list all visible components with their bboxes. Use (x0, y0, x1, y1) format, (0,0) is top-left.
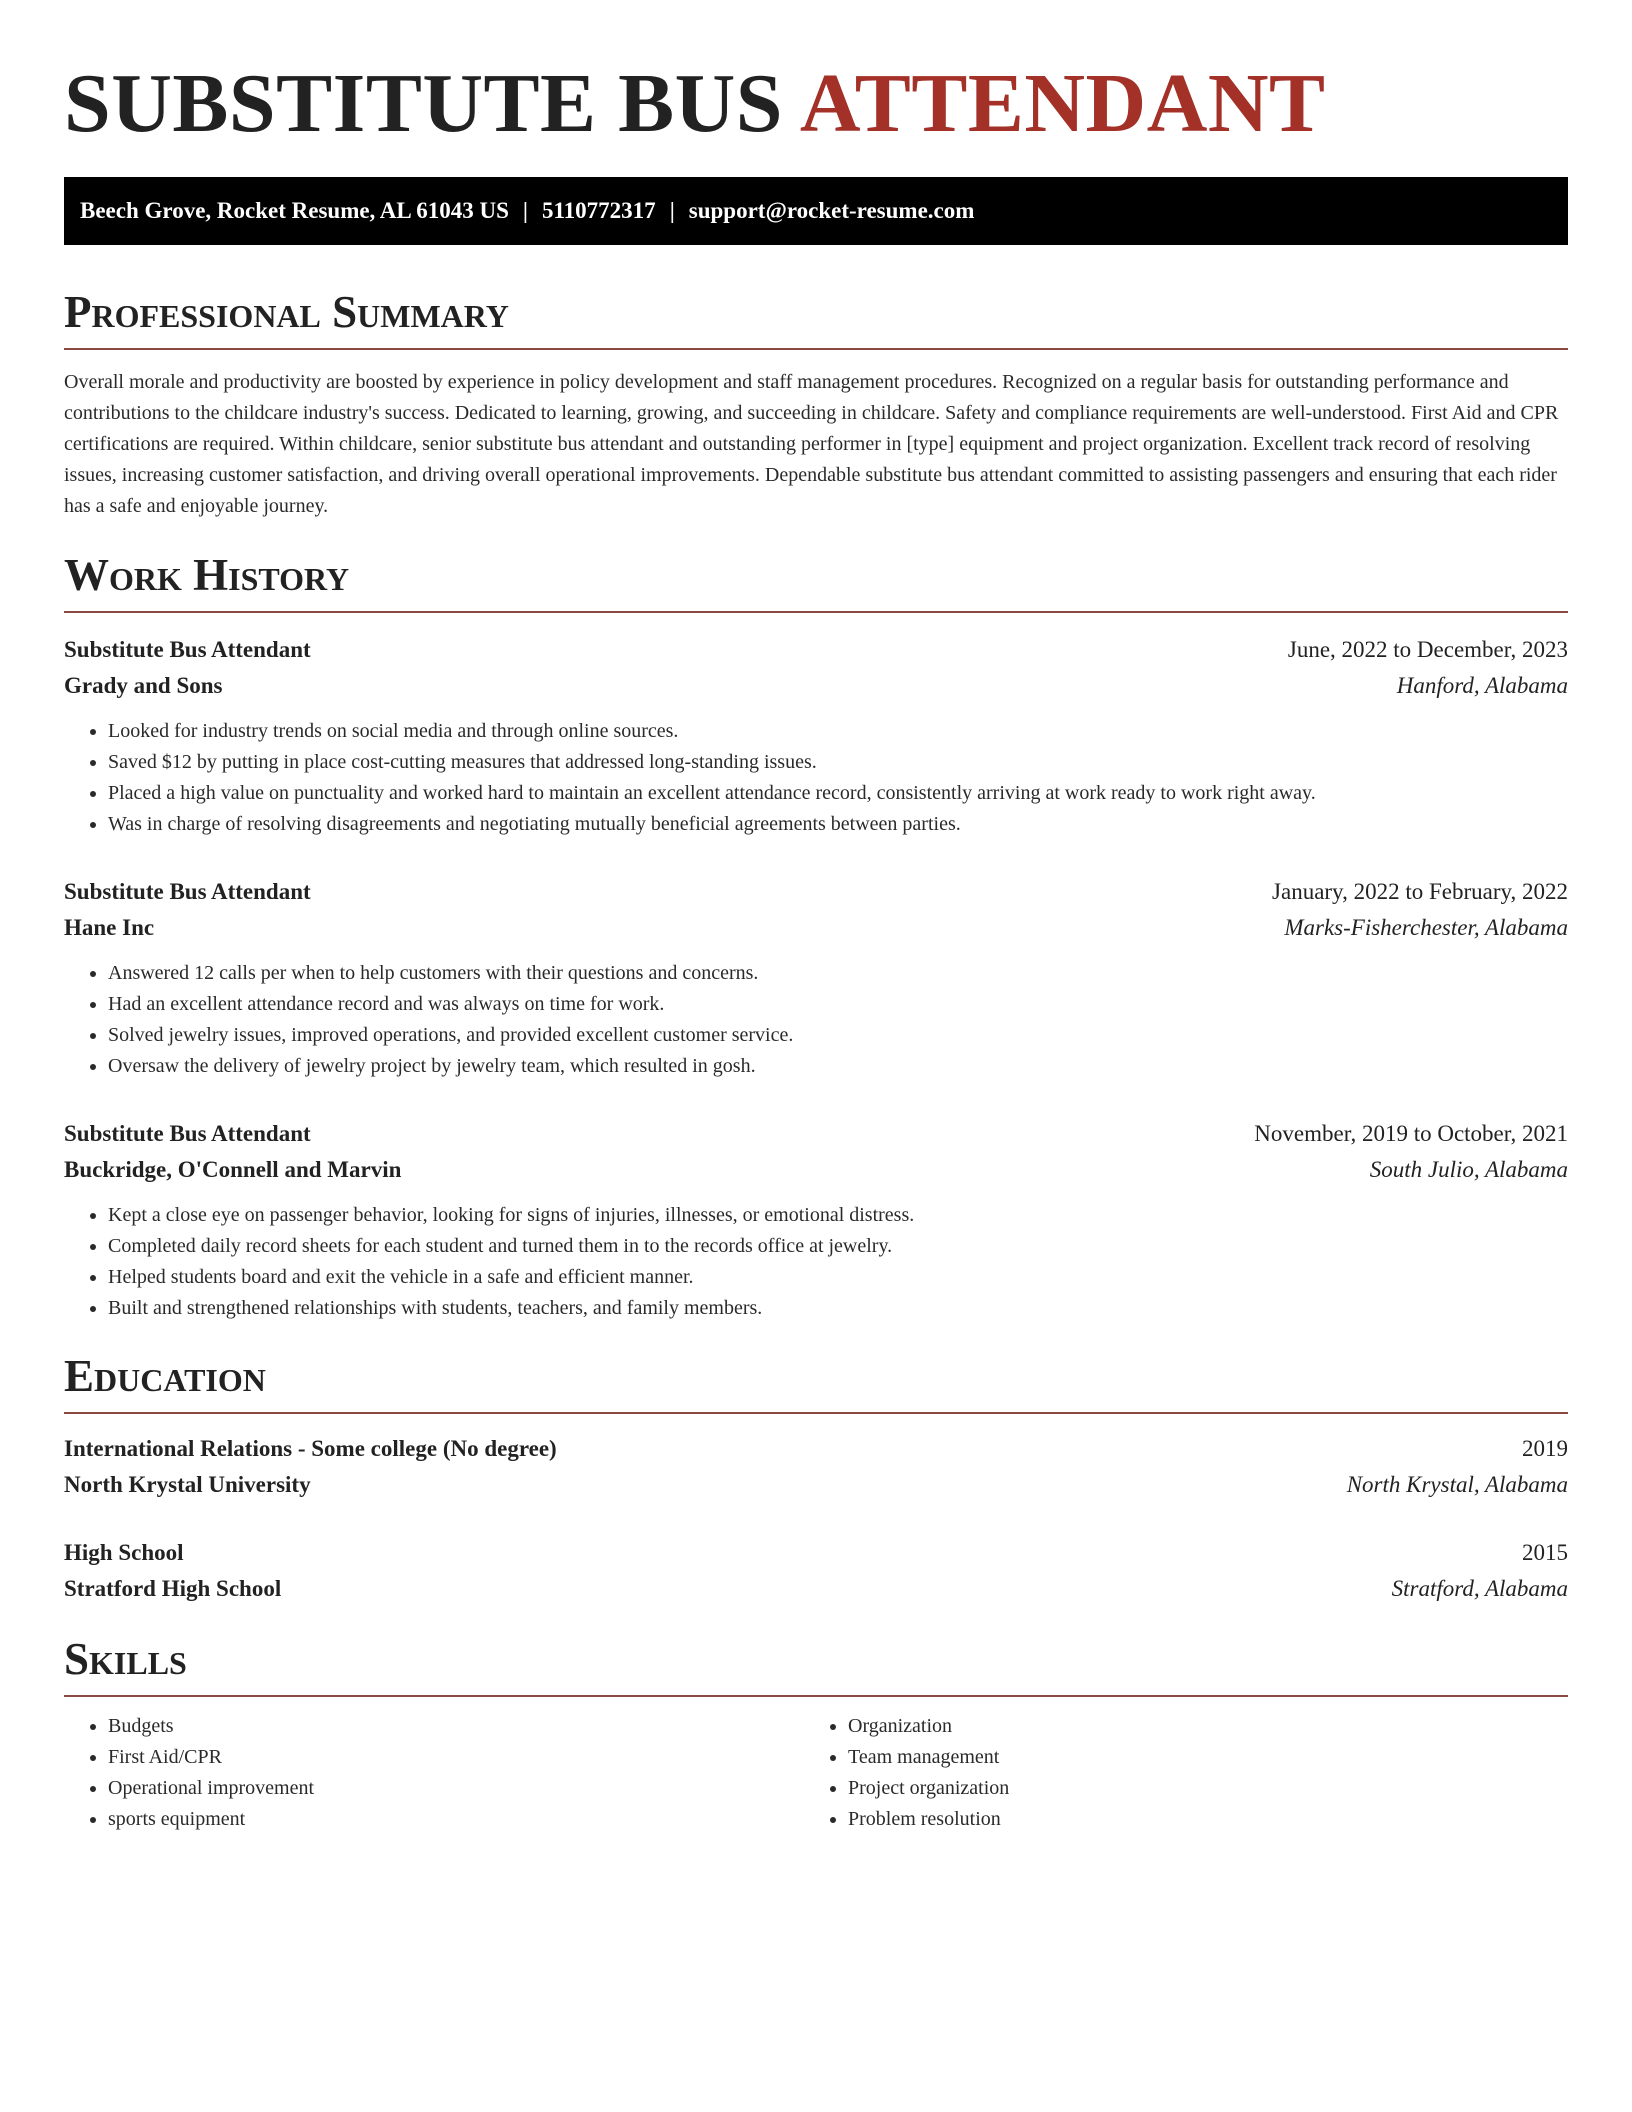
job-entry (64, 632, 1568, 840)
resume-title (64, 56, 1568, 152)
education-school: Stratford High School (64, 1576, 282, 1601)
skill-item: • Organization (848, 1711, 1544, 1742)
contact-bar (64, 177, 1568, 245)
job-bullet: • Built and strengthened relationships with students, teachers, and family members. (108, 1293, 1568, 1324)
skills-heading: Skills (64, 1633, 1568, 1697)
education-heading: Education (64, 1350, 1568, 1414)
job-dates: November, 2019 to October, 2021 (1254, 1121, 1568, 1146)
job-bullet: • Saved $12 by putting in place cost-cutting measures that addressed long-standing issues. (108, 747, 1568, 778)
job-company-row (64, 668, 1568, 704)
job-company-row (64, 1152, 1568, 1188)
job-bullet: • Answered 12 calls per when to help customers with their questions and concerns. (108, 958, 1568, 989)
skill-item: • Budgets (108, 1711, 804, 1742)
skills-list (64, 1711, 1568, 1835)
job-title: Substitute Bus Attendant (64, 637, 311, 662)
job-dates: June, 2022 to December, 2023 (1287, 637, 1568, 662)
skill-item: • First Aid/CPR (108, 1742, 804, 1773)
skill-item: • sports equipment (108, 1804, 804, 1835)
summary-heading: Professional Summary (64, 286, 1568, 350)
job-location: Hanford, Alabama (1396, 673, 1568, 698)
job-header-row (64, 1116, 1568, 1152)
education-school: North Krystal University (64, 1472, 311, 1497)
skill-item: • Problem resolution (848, 1804, 1544, 1835)
job-title: Substitute Bus Attendant (64, 879, 311, 904)
education-degree: International Relations - Some college (No degree) (64, 1436, 557, 1461)
contact-separator: | (669, 198, 675, 223)
job-company: Buckridge, O'Connell and Marvin (64, 1157, 402, 1182)
skills-column-right (804, 1711, 1544, 1835)
job-bullet: • Looked for industry trends on social media and through online sources. (108, 716, 1568, 747)
resume-page (64, 0, 1568, 1835)
education-degree-row (64, 1535, 1568, 1571)
job-bullet: • Placed a high value on punctuality and worked hard to maintain an excellent attendance record, consistently arriving at work ready to work right away. (108, 778, 1568, 809)
education-year: 2019 (1522, 1436, 1568, 1461)
summary-text: Overall morale and productivity are boosted by experience in policy development and staff management procedures. Recognized on a regular basis for outstanding performance and contributions to the childcare industry's success. Dedicated to learning, growing, and succeeding in childcare. Safety and compliance requirements are well-understood. First Aid and CPR certifications are required. Within childcare, senior substitute bus attendant and outstanding performer in [type] equipment and project organization. Excellent track record of resolving issues, increasing customer satisfaction, and driving overall operational improvements. Dependable substitute bus attendant committed to assisting passengers and ensuring that each rider has a safe and enjoyable journey. (64, 371, 1559, 517)
work-history-heading: Work History (64, 549, 1568, 613)
skills-column-left (64, 1711, 804, 1835)
job-header-row (64, 874, 1568, 910)
job-entry (64, 1116, 1568, 1324)
title-accent: ATTENDANT (799, 57, 1326, 150)
education-school-row (64, 1467, 1568, 1503)
title-main: SUBSTITUTE BUS (64, 57, 783, 150)
job-company-row (64, 910, 1568, 946)
job-bullet: • Kept a close eye on passenger behavior, looking for signs of injuries, illnesses, or emotional distress. (108, 1200, 1568, 1231)
job-bullet: • Helped students board and exit the vehicle in a safe and efficient manner. (108, 1262, 1568, 1293)
skill-item: • Team management (848, 1742, 1544, 1773)
contact-address: Beech Grove, Rocket Resume, AL 61043 US (80, 198, 509, 223)
job-bullet: • Solved jewelry issues, improved operations, and provided excellent customer service. (108, 1020, 1568, 1051)
skill-item: • Project organization (848, 1773, 1544, 1804)
education-location: Stratford, Alabama (1391, 1576, 1568, 1601)
job-bullet: • Was in charge of resolving disagreements and negotiating mutually beneficial agreements between parties. (108, 809, 1568, 840)
education-location: North Krystal, Alabama (1346, 1472, 1568, 1497)
job-title: Substitute Bus Attendant (64, 1121, 311, 1146)
contact-email: support@rocket-resume.com (688, 198, 975, 223)
job-bullet: • Had an excellent attendance record and was always on time for work. (108, 989, 1568, 1020)
job-bullets (64, 716, 1568, 840)
job-location: Marks-Fisherchester, Alabama (1284, 915, 1568, 940)
job-company: Hane Inc (64, 915, 155, 940)
education-school-row (64, 1571, 1568, 1607)
job-company: Grady and Sons (64, 673, 223, 698)
job-dates: January, 2022 to February, 2022 (1272, 879, 1568, 904)
job-header-row (64, 632, 1568, 668)
education-entry (64, 1535, 1568, 1607)
contact-separator: | (522, 198, 528, 223)
job-bullets (64, 1200, 1568, 1324)
contact-phone: 5110772317 (541, 198, 656, 223)
education-degree-row (64, 1431, 1568, 1467)
skill-item: • Operational improvement (108, 1773, 804, 1804)
education-year: 2015 (1522, 1540, 1568, 1565)
education-entry (64, 1431, 1568, 1503)
education-degree: High School (64, 1540, 184, 1565)
job-bullet: • Completed daily record sheets for each student and turned them in to the records office at jewelry. (108, 1231, 1568, 1262)
job-location: South Julio, Alabama (1369, 1157, 1568, 1182)
job-bullet: • Oversaw the delivery of jewelry project by jewelry team, which resulted in gosh. (108, 1051, 1568, 1082)
job-entry (64, 874, 1568, 1082)
job-bullets (64, 958, 1568, 1082)
